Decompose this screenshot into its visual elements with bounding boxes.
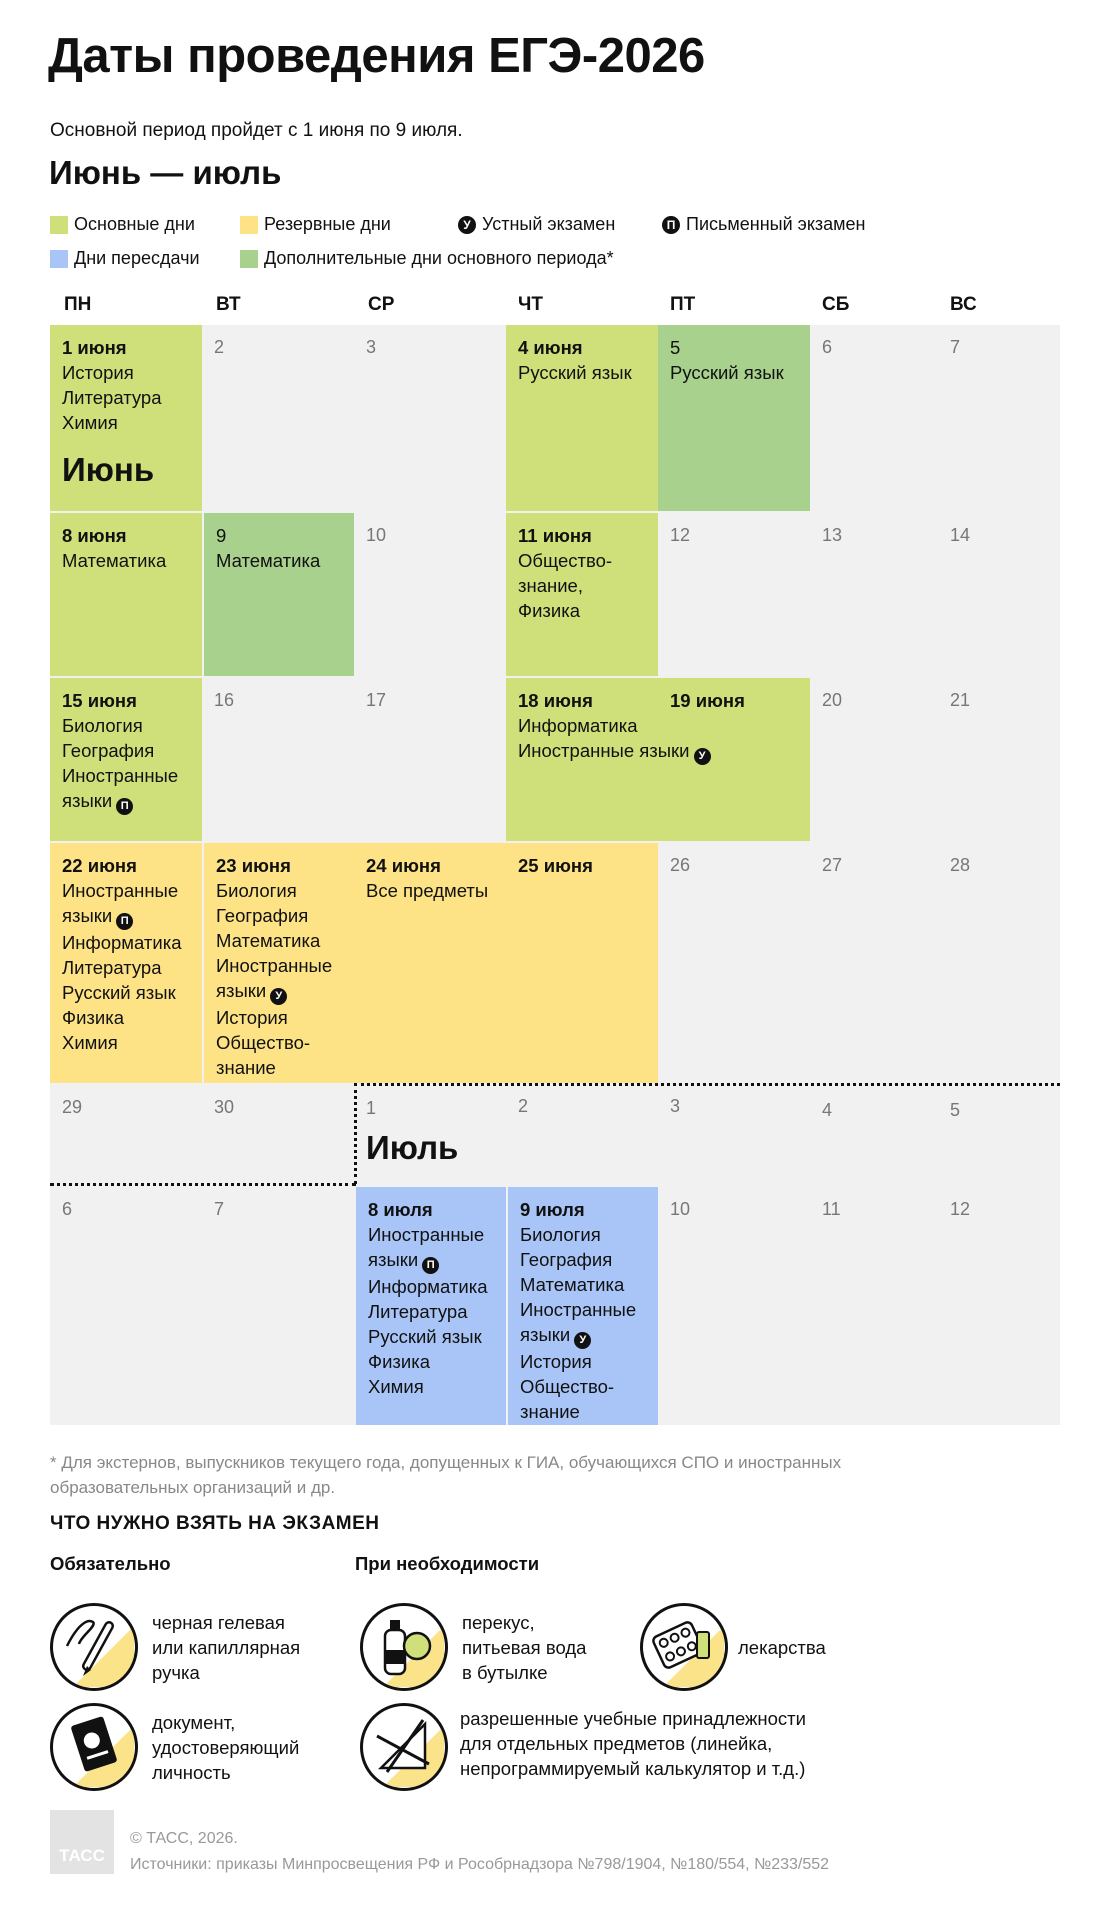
legend-retake xyxy=(50,248,200,269)
day-number: 3 xyxy=(670,1096,681,1116)
subject: Русский язык xyxy=(518,362,632,383)
day-number: 3 xyxy=(366,337,377,357)
day-cell-jun8 xyxy=(50,513,202,676)
exam-date: 23 июня xyxy=(216,855,291,876)
day-number: 29 xyxy=(62,1097,83,1117)
subject: Информатика xyxy=(518,715,638,736)
page-title: Даты проведения ЕГЭ-2026 xyxy=(48,29,705,83)
item-line: в бутылке xyxy=(462,1662,548,1683)
subject: языки xyxy=(62,790,113,811)
day-cell-jun18-19 xyxy=(506,678,810,841)
bring-section-title: ЧТО НУЖНО ВЗЯТЬ НА ЭКЗАМЕН xyxy=(50,1513,380,1534)
exam-date: 25 июня xyxy=(518,855,593,876)
subject: Русский язык xyxy=(368,1326,482,1347)
day-number: 6 xyxy=(822,337,833,357)
day-number: 16 xyxy=(214,690,235,710)
subject: языки xyxy=(520,1324,571,1345)
day-number: 12 xyxy=(950,1199,971,1219)
item-line: питьевая вода xyxy=(462,1637,587,1658)
main-days-swatch xyxy=(50,216,68,234)
day-cell-jun17 xyxy=(354,678,506,841)
day-cell-jun16 xyxy=(202,678,354,841)
day-cell-jun12 xyxy=(658,513,810,676)
day-cell-jul1 xyxy=(354,1088,506,1183)
exam-date: 24 июня xyxy=(366,855,441,876)
pills-icon xyxy=(640,1603,728,1691)
footnote: * Для экстернов, выпускников текущего года, допущенных к ГИА, обучающихся СПО и иностранных образовательных организаций и др. xyxy=(50,1453,842,1497)
subject: География xyxy=(520,1249,613,1270)
exam-date: 5 xyxy=(670,337,681,358)
subject: знание xyxy=(216,1057,276,1078)
written-exam-icon: П xyxy=(422,1257,439,1274)
subject: Математика xyxy=(62,550,167,571)
day-cell-jun13 xyxy=(810,513,938,676)
subject: Математика xyxy=(216,550,321,571)
day-cell-jun9 xyxy=(204,513,354,676)
day-number: 13 xyxy=(822,525,843,545)
subject: Математика xyxy=(216,930,321,951)
written-exam-icon: П xyxy=(116,798,133,815)
day-cell-jul10 xyxy=(658,1187,810,1425)
day-cell-jul8 xyxy=(356,1187,506,1425)
legend-label: Дополнительные дни основного периода* xyxy=(264,248,614,268)
day-cell-jun27 xyxy=(810,843,938,1083)
ruler-icon xyxy=(360,1703,448,1791)
subject: Иностранные xyxy=(62,765,179,786)
copyright: © ТАСС, 2026. xyxy=(130,1830,238,1847)
day-cell-jun24-25 xyxy=(354,843,658,1083)
subject: Математика xyxy=(520,1274,625,1295)
mandatory-heading: Обязательно xyxy=(50,1553,171,1574)
day-number: 26 xyxy=(670,855,691,875)
reserve-days-swatch xyxy=(240,216,258,234)
day-number: 10 xyxy=(366,525,387,545)
day-number: 2 xyxy=(518,1096,529,1116)
subject: Литература xyxy=(368,1301,468,1322)
day-number: 12 xyxy=(670,525,691,545)
subject: Иностранные xyxy=(520,1299,637,1320)
weekday-thu: ЧТ xyxy=(518,294,543,315)
month-label-june: Июнь xyxy=(62,451,155,488)
pen-icon xyxy=(50,1603,138,1691)
subject: языки xyxy=(216,980,267,1001)
snack-icon xyxy=(360,1603,448,1691)
item-line: ручка xyxy=(152,1662,200,1683)
day-cell-jun7 xyxy=(938,325,1060,511)
day-number: 6 xyxy=(62,1199,73,1219)
supplies-text xyxy=(460,1706,806,1781)
day-cell-jun22 xyxy=(50,843,202,1083)
day-cell-jun26 xyxy=(658,843,810,1083)
subject: География xyxy=(216,905,309,926)
day-cell-jul7 xyxy=(202,1187,354,1425)
day-number: 10 xyxy=(670,1199,691,1219)
exam-date: 19 июня xyxy=(670,690,745,711)
day-cell-jun14 xyxy=(938,513,1060,676)
subject: История xyxy=(62,362,134,383)
subject: Русский язык xyxy=(670,362,784,383)
subject: Русский язык xyxy=(62,982,176,1003)
subject: Физика xyxy=(518,600,581,621)
month-separator-line xyxy=(354,1083,357,1184)
day-number: 7 xyxy=(214,1199,225,1219)
day-number: 4 xyxy=(822,1100,833,1120)
day-cell-jun4 xyxy=(506,325,658,511)
day-cell-jun21 xyxy=(938,678,1060,841)
subject: Общество- xyxy=(216,1032,311,1053)
exam-date: 22 июня xyxy=(62,855,137,876)
item-line: удостоверяющий xyxy=(152,1737,300,1758)
legend-oral xyxy=(458,214,615,235)
sources: Источники: приказы Минпросвещения РФ и Рособрнадзора №798/1904, №180/554, №233/552 xyxy=(130,1856,830,1873)
legend-reserve-days xyxy=(240,214,391,235)
subject: Физика xyxy=(368,1351,431,1372)
subject: Информатика xyxy=(368,1276,488,1297)
pen-text xyxy=(152,1610,300,1685)
subject: Все предметы xyxy=(366,880,489,901)
day-number: 28 xyxy=(950,855,971,875)
subject: Иностранные xyxy=(368,1224,485,1245)
exam-date: 1 июня xyxy=(62,337,127,358)
subject: Иностранные xyxy=(216,955,333,976)
day-number: 17 xyxy=(366,690,387,710)
item-line: перекус, xyxy=(462,1612,535,1633)
day-cell-jun6 xyxy=(810,325,938,511)
medicine-text: лекарства xyxy=(738,1637,826,1658)
exam-date: 4 июня xyxy=(518,337,583,358)
day-number: 30 xyxy=(214,1097,235,1117)
day-number: 27 xyxy=(822,855,843,875)
day-number: 2 xyxy=(214,337,225,357)
day-number: 14 xyxy=(950,525,971,545)
day-cell-jun20 xyxy=(810,678,938,841)
day-cell-jun30 xyxy=(202,1085,354,1183)
subject: Химия xyxy=(62,412,118,433)
subject: Иностранные xyxy=(62,880,179,901)
subject: Химия xyxy=(368,1376,424,1397)
day-number: 20 xyxy=(822,690,843,710)
day-cell-jul11 xyxy=(810,1187,938,1425)
legend-label: Основные дни xyxy=(74,214,195,234)
day-cell-jul6 xyxy=(50,1187,202,1425)
day-number: 7 xyxy=(950,337,961,357)
item-line: черная гелевая xyxy=(152,1612,285,1633)
item-line: или капиллярная xyxy=(152,1637,301,1658)
day-cell-jun28 xyxy=(938,843,1060,1083)
subject: Биология xyxy=(216,880,297,901)
subject: Информатика xyxy=(62,932,182,953)
month-separator-line xyxy=(354,1083,1060,1086)
subject: знание xyxy=(520,1401,580,1422)
written-exam-icon: П xyxy=(116,913,133,930)
legend-additional xyxy=(240,248,614,269)
day-cell-jul2 xyxy=(506,1088,658,1183)
period-heading: Июнь — июль xyxy=(49,154,282,191)
subject: Литература xyxy=(62,387,162,408)
subject: Литература xyxy=(62,957,162,978)
day-cell-jul5 xyxy=(938,1088,1060,1183)
legend-label: Устный экзамен xyxy=(482,214,616,234)
legend-main-days xyxy=(50,214,195,235)
document-text xyxy=(152,1710,299,1785)
oral-exam-icon: У xyxy=(574,1332,591,1349)
subject: Общество- xyxy=(520,1376,615,1397)
additional-days-swatch xyxy=(240,250,258,268)
retake-days-swatch xyxy=(50,250,68,268)
day-number: 21 xyxy=(950,690,971,710)
day-cell-jul4 xyxy=(810,1088,938,1183)
month-label-july: Июль xyxy=(366,1129,459,1166)
day-cell-jul9 xyxy=(508,1187,658,1425)
exam-date: 8 июня xyxy=(62,525,127,546)
subject: Иностранные языки xyxy=(518,740,690,761)
subject: История xyxy=(520,1351,592,1372)
subject: Общество- xyxy=(518,550,613,571)
weekday-fri: ПТ xyxy=(670,294,696,315)
item-line: для отдельных предметов (линейка, xyxy=(460,1733,773,1754)
exam-date: 18 июня xyxy=(518,690,593,711)
legend-label: Дни пересдачи xyxy=(74,248,200,268)
day-number: 11 xyxy=(822,1199,841,1219)
day-number: 1 xyxy=(366,1098,377,1118)
weekday-tue: ВТ xyxy=(216,294,241,315)
subject: знание, xyxy=(518,575,583,596)
exam-date: 15 июня xyxy=(62,690,137,711)
day-cell-jun5 xyxy=(658,325,810,511)
item-line: документ, xyxy=(152,1712,236,1733)
day-number: 5 xyxy=(950,1100,961,1120)
weekday-wed: СР xyxy=(368,294,395,315)
month-separator-line xyxy=(50,1183,356,1186)
day-cell-jun23 xyxy=(204,843,354,1083)
day-cell-jun29 xyxy=(50,1085,202,1183)
weekday-sat: СБ xyxy=(822,294,850,315)
snack-text xyxy=(462,1610,586,1685)
subject: языки xyxy=(368,1249,419,1270)
exam-date: 8 июля xyxy=(368,1199,433,1220)
item-line: личность xyxy=(152,1762,231,1783)
subject: Физика xyxy=(62,1007,125,1028)
optional-heading: При необходимости xyxy=(355,1553,540,1574)
legend-label: Письменный экзамен xyxy=(686,214,866,234)
day-cell-jun15 xyxy=(50,678,202,841)
subject: Биология xyxy=(520,1224,601,1245)
exam-date: 9 июля xyxy=(520,1199,585,1220)
item-line: разрешенные учебные принадлежности xyxy=(460,1708,806,1729)
weekday-mon: ПН xyxy=(64,294,92,315)
day-cell-jun2 xyxy=(202,325,354,511)
day-cell-jun10 xyxy=(354,513,506,676)
item-line: непрограммируемый калькулятор и т.д.) xyxy=(460,1758,806,1779)
weekday-sun: ВС xyxy=(950,294,977,315)
subject: Биология xyxy=(62,715,143,736)
oral-exam-icon: У xyxy=(270,988,287,1005)
day-cell-jun11 xyxy=(506,513,658,676)
day-cell-jul12 xyxy=(938,1187,1060,1425)
exam-date: 11 июня xyxy=(518,525,592,546)
day-cell-jul3 xyxy=(658,1088,810,1183)
subject: языки xyxy=(62,905,113,926)
legend-written xyxy=(662,214,865,235)
tass-logo: ТАСС xyxy=(50,1810,114,1874)
page-subtitle: Основной период пройдет с 1 июня по 9 июля. xyxy=(50,120,463,141)
written-exam-icon: П xyxy=(662,216,680,234)
oral-exam-icon: У xyxy=(458,216,476,234)
oral-exam-icon: У xyxy=(694,748,711,765)
subject: История xyxy=(216,1007,288,1028)
exam-date: 9 xyxy=(216,525,227,546)
day-cell-jun3 xyxy=(354,325,506,511)
subject: География xyxy=(62,740,155,761)
day-cell-jun1 xyxy=(50,325,202,511)
legend-label: Резервные дни xyxy=(264,214,391,234)
passport-icon xyxy=(50,1703,138,1791)
subject: Химия xyxy=(62,1032,118,1053)
